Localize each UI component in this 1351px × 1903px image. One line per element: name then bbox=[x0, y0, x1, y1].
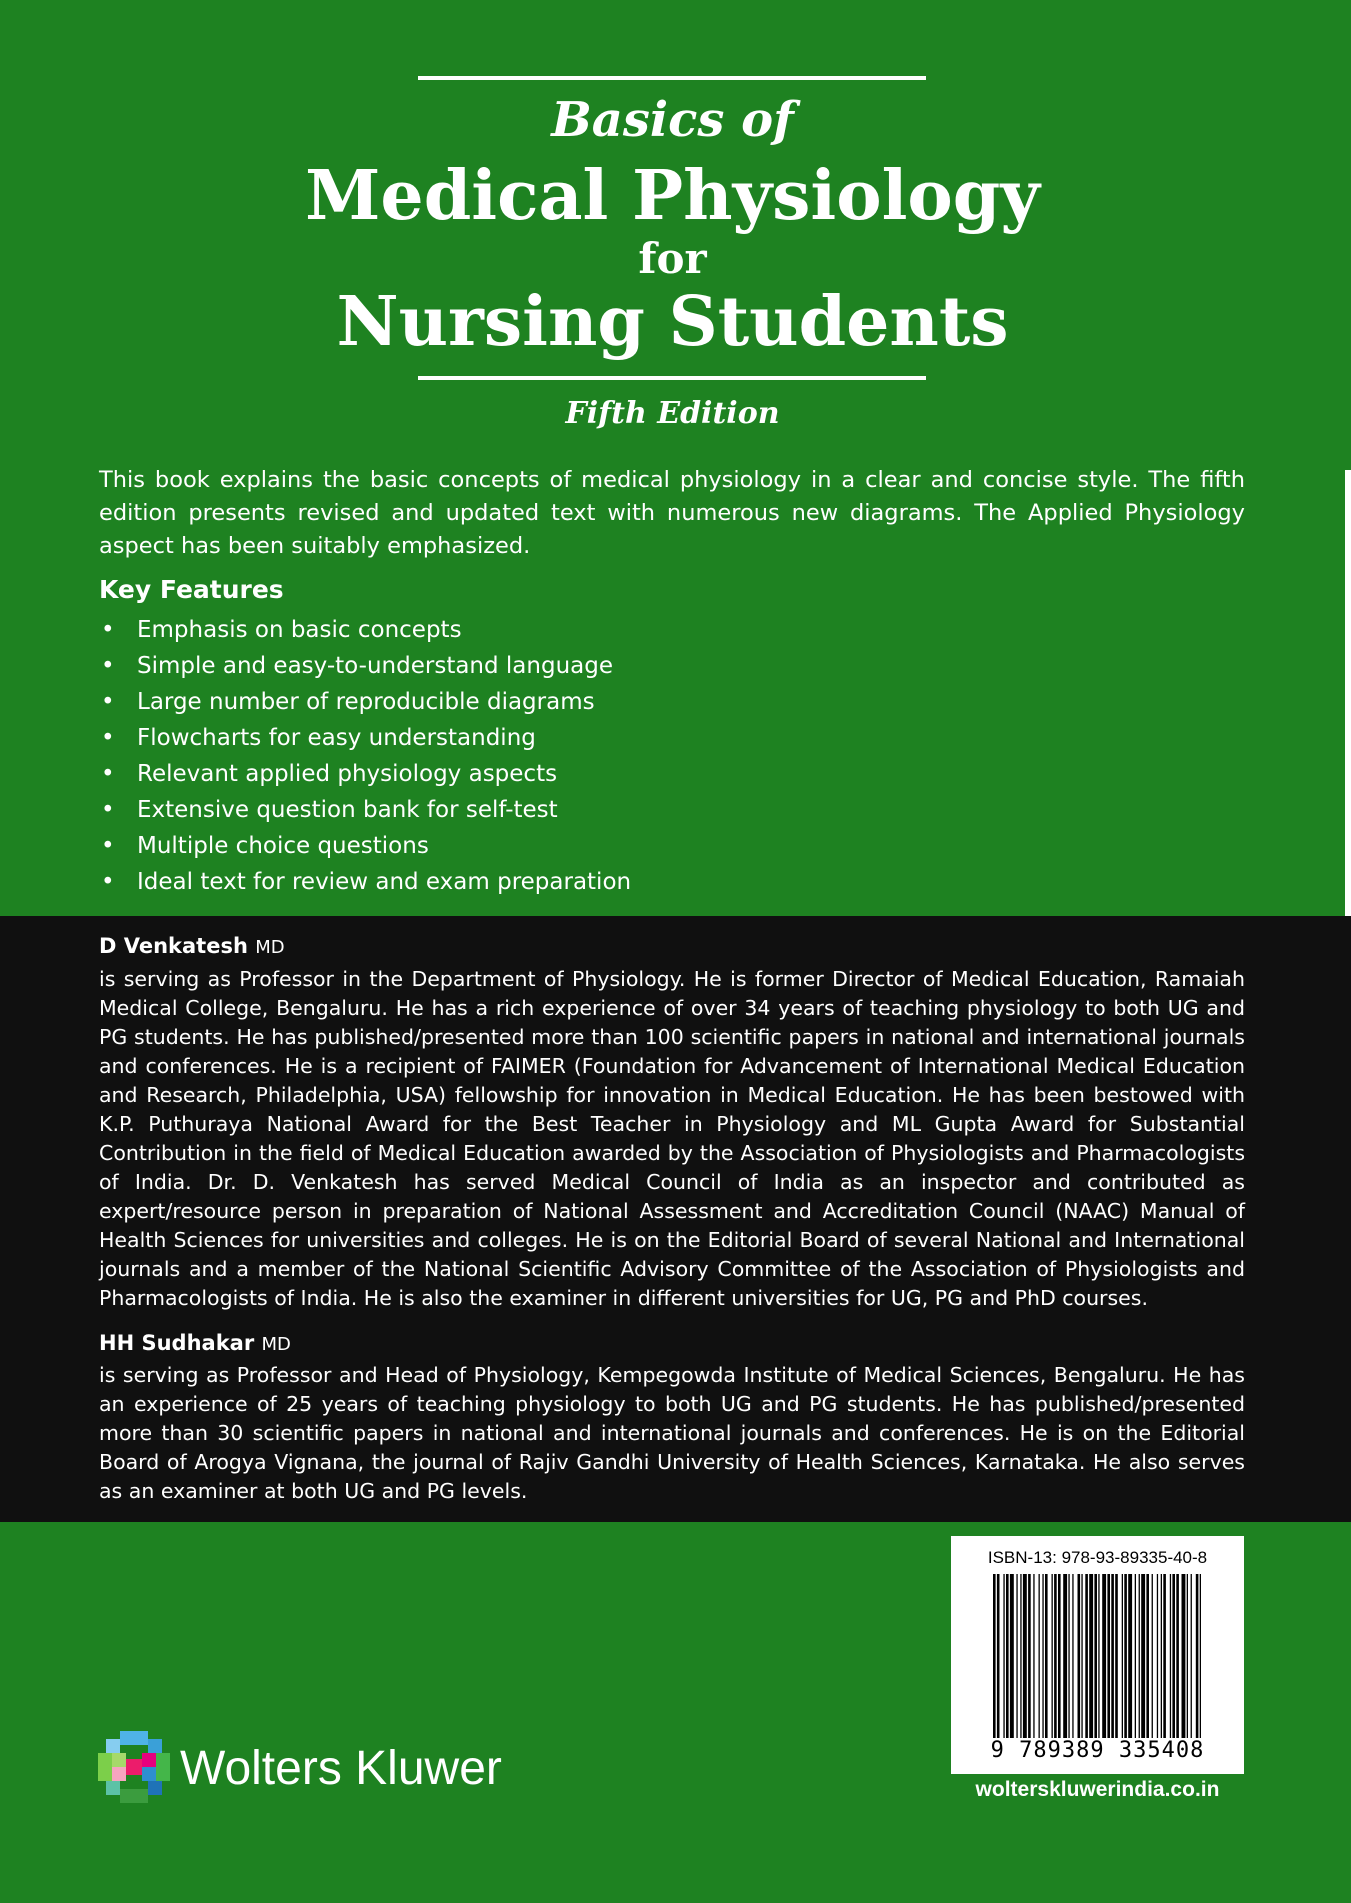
author-name bbox=[99, 934, 285, 958]
author-name-text: D Venkatesh bbox=[99, 934, 248, 958]
feature-item: • Relevant applied physiology aspects bbox=[99, 756, 631, 792]
feature-item: • Simple and easy-to-understand language bbox=[99, 648, 631, 684]
title-line-4: Nursing Students bbox=[336, 282, 1009, 362]
author-bio: is serving as Professor in the Department of Physiology. He is former Director of Medical Education, Ramaiah Medical College, Bengaluru. He has a rich experience of over 34 years of teaching physiology to both UG and PG students. He has published/presented more than 100 scientific papers in national and international journals and conferences. He is a recipient of FAIMER (Foundation for Advancement of International Medical Education and Research, Philadelphia, USA) fellowship for innovation in Medical Education. He has been bestowed with K.P. Puthuraya National Award for the Best Teacher in Physiology and ML Gupta Award for Substantial Contribution in the field of Medical Education awarded by the Association of Physiologists and Pharmacologists of India. Dr. D. Venkatesh has served Medical Council of India as an inspector and contributed as expert/resource person in preparation of National Assessment and Accreditation Council (NAAC) Manual of Health Sciences for universities and colleges. He is on the Editorial Board of several National and International journals and a member of the National Scientific Advisory Committee of the Association of Physiologists and Pharmacologists of India. He is also the examiner in different universities for UG, PG and PhD courses. bbox=[99, 967, 1245, 1310]
author-degree: MD bbox=[255, 937, 285, 958]
publisher-name: Wolters Kluwer bbox=[180, 1742, 502, 1795]
edition-label: Fifth Edition bbox=[565, 396, 780, 431]
barcode bbox=[951, 1536, 1244, 1774]
key-features-heading: Key Features bbox=[99, 575, 284, 604]
feature-item: • Emphasis on basic concepts bbox=[99, 612, 631, 648]
feature-item: • Extensive question bank for self-test bbox=[99, 792, 631, 828]
isbn-label: ISBN-13: 978-93-89335-40-8 bbox=[987, 1548, 1208, 1567]
feature-item: • Flowcharts for easy understanding bbox=[99, 720, 631, 756]
feature-item: • Large number of reproducible diagrams bbox=[99, 684, 631, 720]
page-edge-strip bbox=[1345, 470, 1351, 916]
author-bio: is serving as Professor and Head of Physiology, Kempegowda Institute of Medical Sciences, Bengaluru. He has an experience of 25 years of teaching physiology to both UG and PG students. He has published/presented more than 30 scientific papers in national and international journals and conferences. He is on the Editorial Board of Arogya Vignana, the journal of Rajiv Gandhi University of Health Sciences, Karnataka. He also serves as an examiner at both UG and PG levels. bbox=[99, 1363, 1245, 1503]
feature-item: • Ideal text for review and exam preparation bbox=[99, 864, 631, 900]
key-features-list bbox=[99, 612, 631, 900]
title-line-3: for bbox=[638, 234, 707, 283]
author-name-text: HH Sudhakar bbox=[99, 1331, 255, 1355]
wolters-kluwer-logo-icon bbox=[98, 1731, 170, 1803]
title-line-2: Medical Physiology bbox=[305, 156, 1040, 236]
author-name bbox=[99, 1331, 291, 1355]
title-line-1: Basics of bbox=[551, 92, 794, 148]
author-degree: MD bbox=[261, 1334, 291, 1355]
barcode-bars bbox=[993, 1574, 1202, 1738]
intro-paragraph: This book explains the basic concepts of medical physiology in a clear and concise style. The fifth edition presents revised and updated text with numerous new diagrams. The Applied Physiology aspect has been suitably emphasized. bbox=[99, 467, 1245, 559]
feature-item: • Multiple choice questions bbox=[99, 828, 631, 864]
title-rule-top bbox=[418, 76, 926, 80]
title-rule-bottom bbox=[418, 376, 926, 380]
barcode-digits: 9 789389 335408 bbox=[990, 1738, 1205, 1763]
publisher-website: wolterskluwerindia.co.in bbox=[975, 1778, 1220, 1801]
